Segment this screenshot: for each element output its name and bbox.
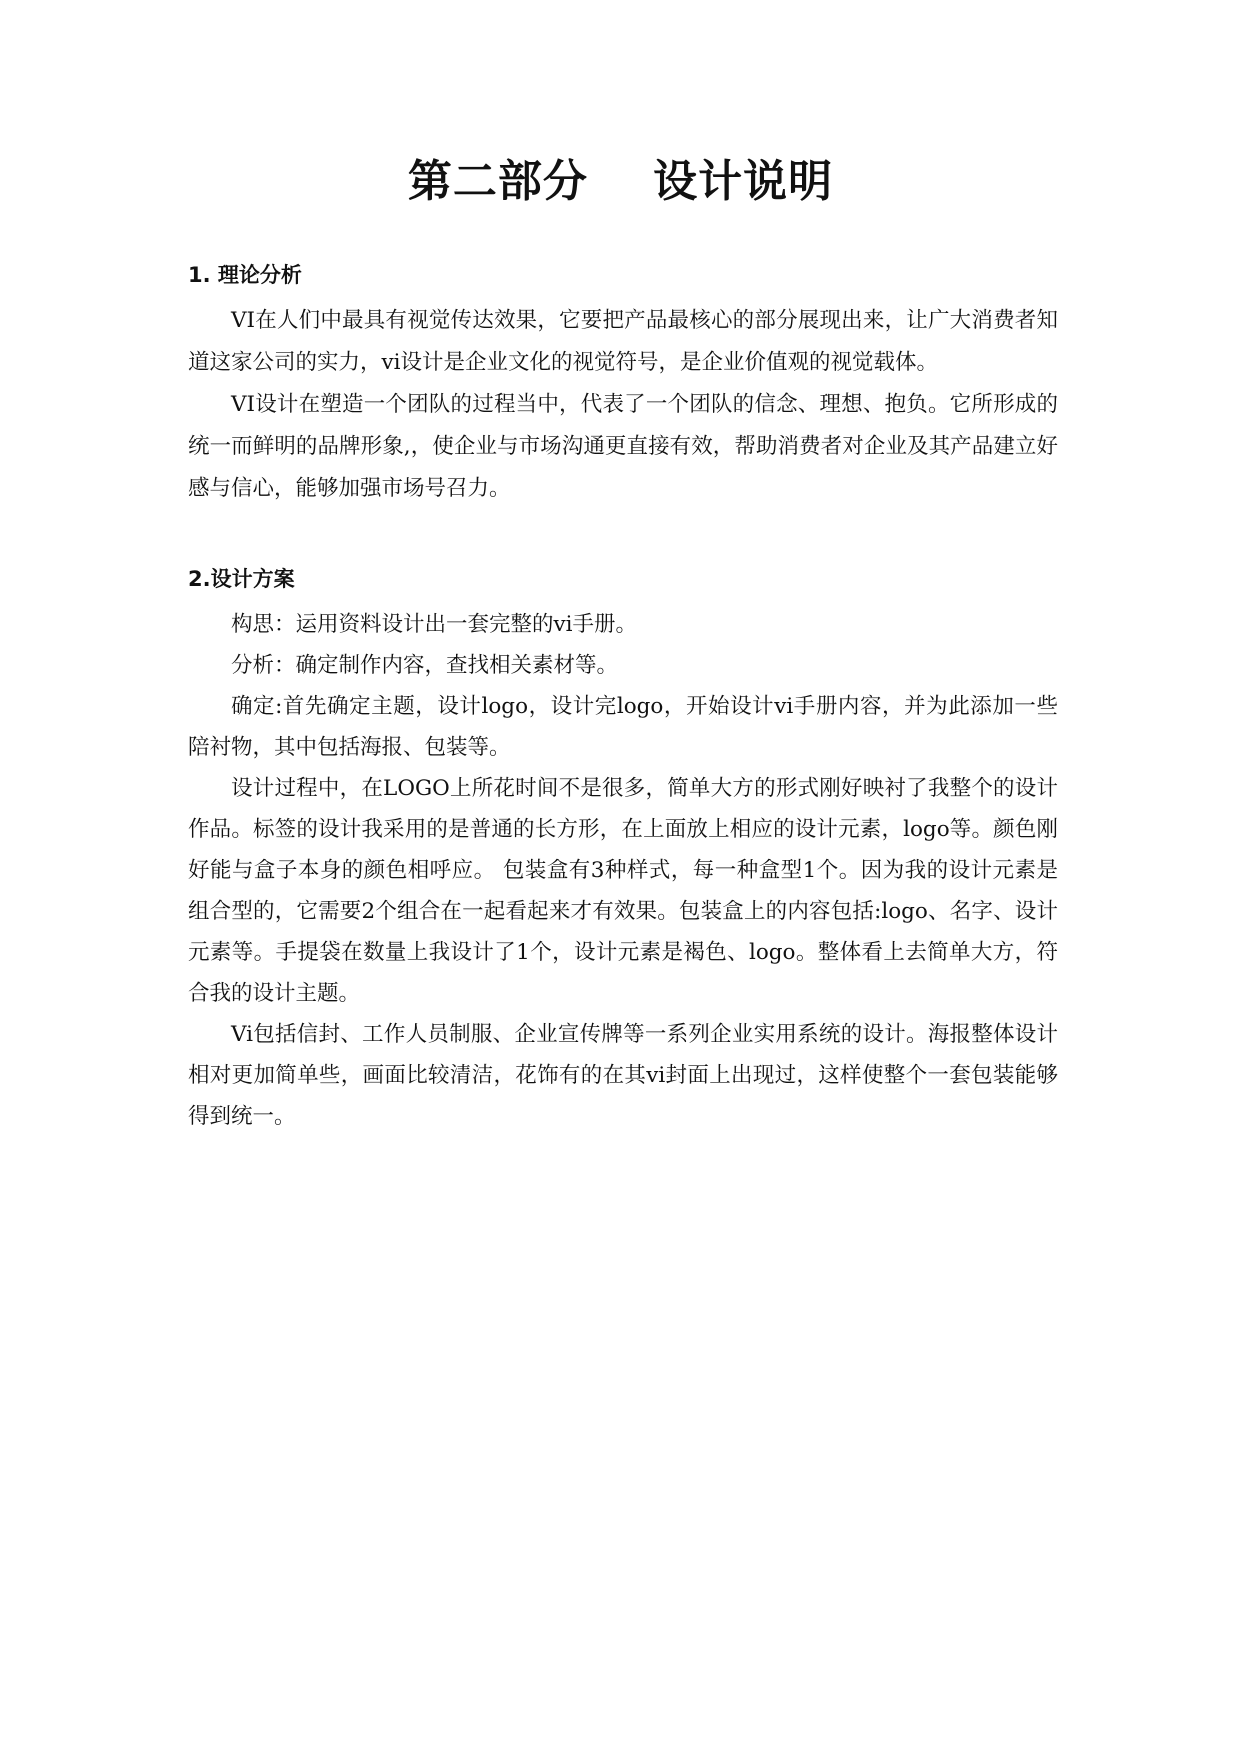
section-heading: 2.设计方案 bbox=[188, 567, 295, 591]
paragraph: 确定:首先确定主题，设计logo，设计完logo，开始设计vi手册内容，并为此添加一些陪衬物，其中包括海报、包装等。 bbox=[188, 694, 1058, 760]
paragraph: 分析：确定制作内容，查找相关素材等。 bbox=[231, 653, 619, 678]
paragraph: 构思：运用资料设计出一套完整的vi手册。 bbox=[231, 612, 638, 637]
paragraph: VI设计在塑造一个团队的过程当中，代表了一个团队的信念、理想、抱负。它所形成的统一而鲜明的品牌形象,，使企业与市场沟通更直接有效，帮助消费者对企业及其产品建立好感与信心，能够加强市场号召力。 bbox=[188, 392, 1058, 501]
section-theory-analysis bbox=[188, 258, 1058, 510]
document-body bbox=[188, 258, 1058, 1137]
section-heading: 1. 理论分析 bbox=[188, 263, 302, 287]
page-title: 第二部分 设计说明 bbox=[407, 156, 834, 207]
paragraph: Vi包括信封、工作人员制服、企业宣传牌等一系列企业实用系统的设计。海报整体设计相对更加简单些，画面比较清洁，花饰有的在其vi封面上出现过，这样使整个一套包装能够得到统一。 bbox=[188, 1022, 1058, 1129]
paragraph: VI在人们中最具有视觉传达效果，它要把产品最核心的部分展现出来，让广大消费者知道这家公司的实力，vi设计是企业文化的视觉符号，是企业价值观的视觉载体。 bbox=[188, 308, 1058, 375]
section-design-plan bbox=[188, 562, 1058, 1137]
paragraph: 设计过程中，在LOGO上所花时间不是很多，简单大方的形式刚好映衬了我整个的设计作品。标签的设计我采用的是普通的长方形，在上面放上相应的设计元素，logo等。颜色刚好能与盒子本身的颜色相呼应。 包装盒有3种样式，每一种盒型1个。因为我的设计元素是组合型的，它需要2个组合在一起看起来才有效果。包装盒上的内容包括:logo、名字、设计元素等。手提袋在数量上我设计了1个，设计元素是褐色、logo。整体看上去简单大方，符合我的设计主题。 bbox=[188, 776, 1058, 1006]
